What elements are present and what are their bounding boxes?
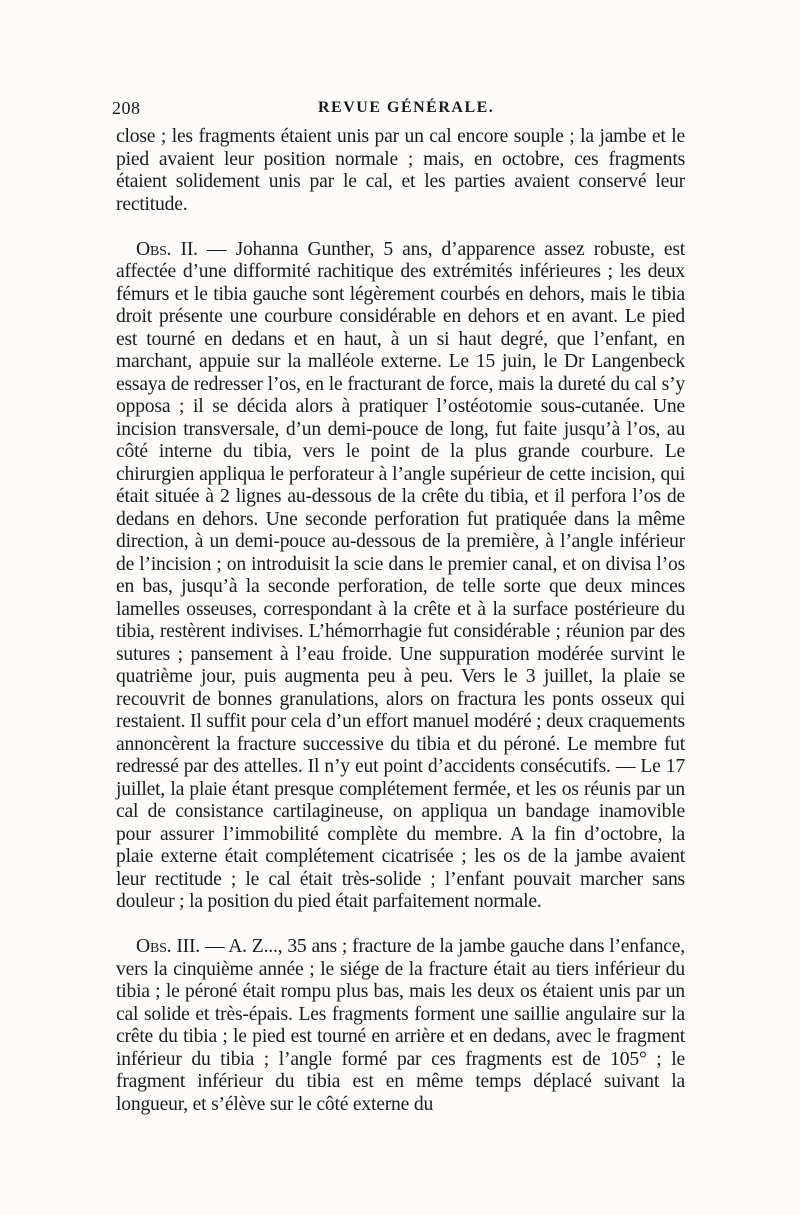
article-body	[116, 126, 685, 1116]
page-header	[112, 98, 688, 126]
paragraph-observation-2	[116, 239, 685, 914]
paragraph-continuation	[116, 126, 685, 216]
paragraph-text: close ; les fragments étaient unis par un cal encore souple ; la jambe et le pied avaient leur position normale ; mais, en octobre, ces fragments étaient solidement unis par le cal, et les parties avaient conservé leur rectitude.	[116, 126, 685, 215]
paragraph-observation-3	[116, 936, 685, 1116]
paragraph-text: — Johanna Gunther, 5 ans, d’apparence assez robuste, est affectée d’une difformité rachitique des extrémités inférieures ; les deux fémurs et le tibia gauche sont légèrement courbés en dehors, mais le tibia droit présente une courbure considérable en dehors et en avant. Le pied est tourné en dedans et en haut, à un si haut degré, que l’enfant, en marchant, appuie sur la malléole externe. Le 15 juin, le Dr Langenbeck essaya de redresser l’os, en le fracturant de force, mais la dureté du cal s’y opposa ; il se décida alors à pratiquer l’ostéotomie sous-cutanée. Une incision transversale, d’un demi-pouce de long, fut faite jusqu’à l’os, au côté interne du tibia, vers le point de la plus grande courbure. Le chirurgien appliqua le perforateur à l’angle supérieur de cette incision, qui était située à 2 lignes au-dessous de la crête du tibia, et il perfora l’os de dedans en dehors. Une seconde perforation fut pratiquée dans la même direction, à un demi-pouce au-dessous de la première, à l’angle inférieur de l’incision ; on introduisit la scie dans le premier canal, et on divisa l’os en bas, jusqu’à la seconde perforation, de telle sorte que deux minces lamelles osseuses, correspondant à la crête et à la surface postérieure du tibia, restèrent indivises. L’hémorrhagie fut considérable ; réunion par des sutures ; pansement à l’eau froide. Une suppuration modérée survint le quatrième jour, puis augmenta peu à peu. Vers le 3 juillet, la plaie se recouvrit de bonnes granulations, alors on fractura les ponts osseux qui restaient. Il suffit pour cela d’un effort manuel modéré ; deux craquements annoncèrent la fracture successive du tibia et du péroné. Le membre fut redressé par des attelles. Il n’y eut point d’accidents consécutifs. — Le 17 juillet, la plaie étant presque complétement fermée, et les os réunis par un cal de consistance cartilagineuse, on appliqua un bandage inamovible pour assurer l’immobilité complète du membre. A la fin d’octobre, la plaie externe était complétement cicatrisée ; les os de la jambe avaient leur rectitude ; le cal était très-solide ; l’enfant pouvait marcher sans douleur ; la position du pied était parfaitement normale.	[116, 238, 685, 912]
running-title: REVUE GÉNÉRALE.	[318, 99, 495, 116]
page-number: 208	[112, 98, 141, 118]
paragraph-text: — A. Z..., 35 ans ; fracture de la jambe gauche dans l’enfance, vers la cinquième année ; le siége de la fracture était au tiers inférieur du tibia ; le péroné était rompu plus bas, mais les deux os étaient unis par un cal solide et très-épais. Les fragments forment une saillie angulaire sur la crête du tibia ; le pied est tourné en arrière et en dedans, avec le fragment inférieur du tibia ; l’angle formé par ces fragments est de 105° ; le fragment inférieur du tibia est en même temps déplacé suivant la longueur, et s’élève sur le côté externe du	[116, 936, 685, 1115]
observation-label: Obs. III.	[136, 936, 200, 957]
observation-label: Obs. II.	[136, 238, 198, 260]
